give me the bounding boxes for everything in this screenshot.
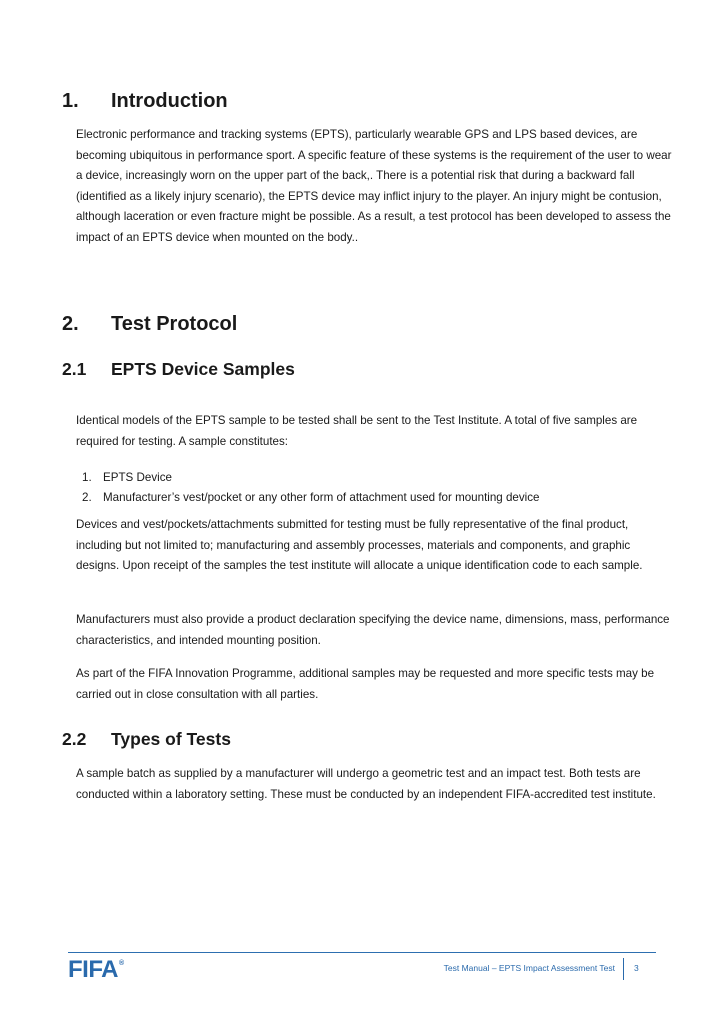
- heading-title: Types of Tests: [111, 729, 231, 749]
- heading-introduction: [62, 90, 228, 113]
- introduction-paragraph: [76, 125, 674, 249]
- heading-title: Introduction: [111, 90, 228, 112]
- page-number: 3: [634, 963, 639, 973]
- heading-test-protocol: [62, 313, 237, 336]
- logo-text: FIFA: [68, 956, 118, 983]
- list-text: EPTS Device: [103, 471, 172, 484]
- heading-epts-device-samples: [62, 359, 295, 380]
- registered-mark: ®: [119, 960, 124, 967]
- representative-paragraph: [76, 515, 674, 577]
- heading-number: 2.1: [62, 359, 87, 379]
- list-item: [76, 468, 674, 488]
- paragraph-text: As part of the FIFA Innovation Programme, additional samples may be requested and more specific tests may be carried out in close consultation with all parties.: [76, 667, 655, 701]
- list-text: Manufacturer’s vest/pocket or any other form of attachment used for mounting device: [103, 490, 540, 504]
- list-number: 1.: [82, 471, 92, 484]
- innovation-paragraph: [76, 664, 674, 705]
- paragraph-text: A sample batch as supplied by a manufacturer will undergo a geometric test and an impact test. Both tests are conducted within a laboratory setting. These must be conducted by an independent FIFA-accredited test institute.: [76, 767, 656, 801]
- heading-number: 2.2: [62, 729, 87, 749]
- fifa-logo: [68, 956, 124, 984]
- list-number: 2.: [82, 490, 92, 504]
- heading-number: 1.: [62, 90, 79, 112]
- sample-list: [76, 468, 674, 507]
- heading-number: 2.: [62, 313, 79, 335]
- footer-divider: [68, 952, 656, 953]
- footer-document-title: Test Manual – EPTS Impact Assessment Test: [443, 963, 615, 973]
- paragraph-text: Identical models of the EPTS sample to be tested shall be sent to the Test Institute. A total of five samples are required for testing. A sample constitutes:: [76, 414, 638, 448]
- heading-title: EPTS Device Samples: [111, 359, 295, 379]
- list-item: [76, 488, 674, 508]
- paragraph-text: Electronic performance and tracking systems (EPTS), particularly wearable GPS and LPS based devices, are becoming ubiquitous in performance sport. A specific feature of these systems is the requirement of the user to wear a device, increasingly worn on the upper part of the back,. There is a potential risk that during a backward fall (identified as a likely injury scenario), the EPTS device may inflict injury to the player. An injury might be contusion, although laceration or even fracture might be possible. As a result, a test protocol has been developed to assess the impact of an EPTS device when mounted on the body..: [76, 128, 672, 244]
- heading-types-of-tests: [62, 729, 231, 750]
- types-of-tests-paragraph: [76, 764, 674, 805]
- heading-title: Test Protocol: [111, 313, 238, 335]
- declaration-paragraph: [76, 610, 674, 651]
- footer-separator: [623, 958, 624, 980]
- paragraph-text: Manufacturers must also provide a product declaration specifying the device name, dimensions, mass, performance characteristics, and intended mounting position.: [76, 613, 670, 647]
- samples-intro-paragraph: [76, 411, 674, 452]
- paragraph-text: Devices and vest/pockets/attachments submitted for testing must be fully representative of the final product, including but not limited to; manufacturing and assembly processes, materials and components, and graphic designs. Upon receipt of the samples the test institute will allocate a unique identification code to each sample.: [76, 518, 643, 573]
